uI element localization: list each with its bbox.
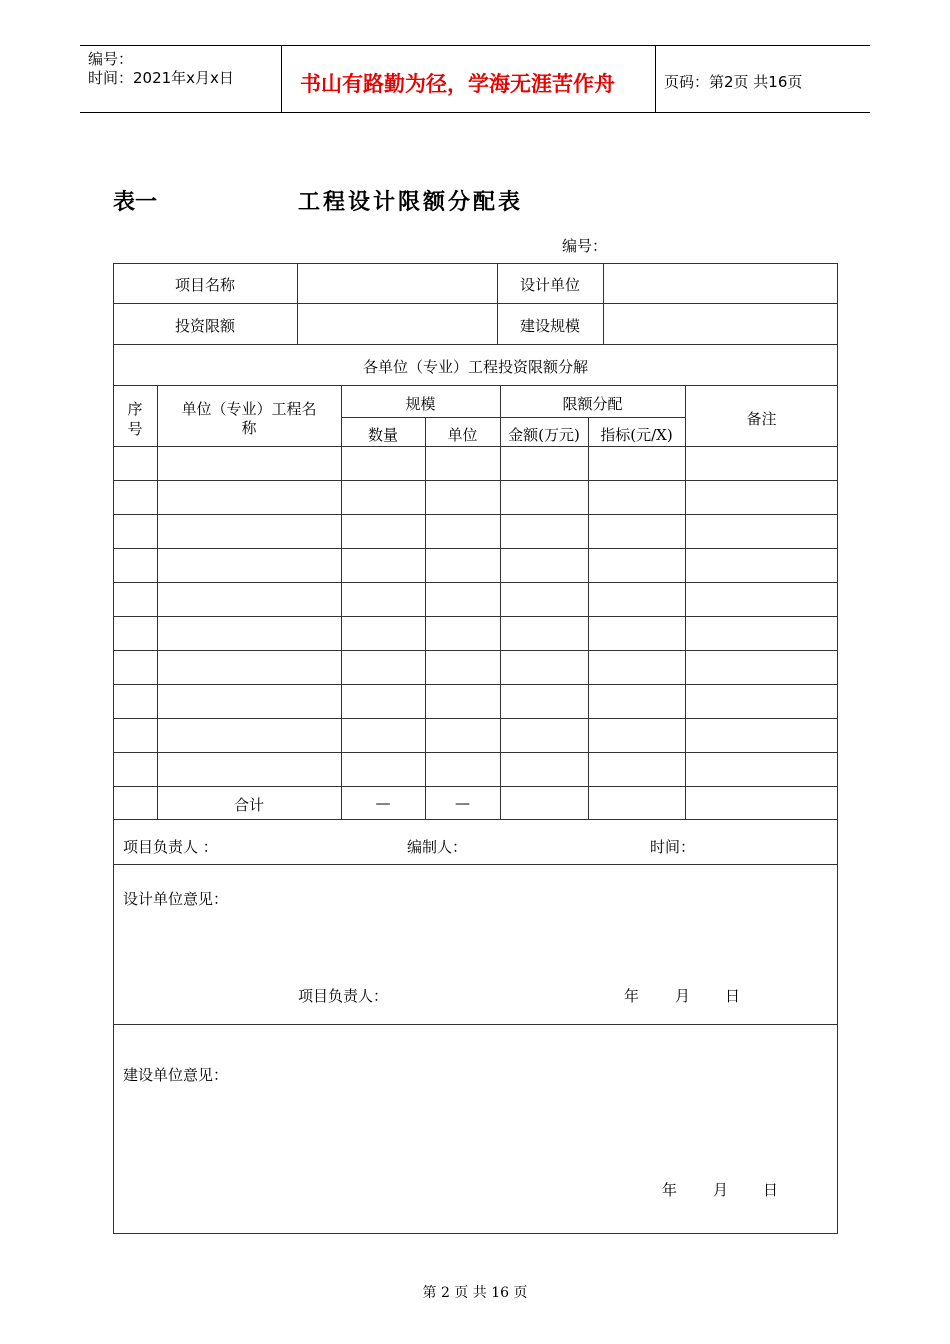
construction-scale-label: 建设规模 [519,317,580,335]
col-header-seq-2: 号 [127,420,143,438]
rule [588,417,589,819]
design-opinion-label: 设计单位意见： [123,890,229,908]
rule [113,718,838,719]
project-name-field[interactable] [298,264,496,302]
col-header-remark: 备注 [746,410,777,428]
col-header-index: 指标(元/X) [600,426,673,444]
rule [113,514,838,515]
rule [113,480,838,481]
signoff-time-label: 时间： [650,838,696,856]
rule [341,417,685,418]
col-header-name-1: 单位（专业）工程名 [181,400,317,418]
construction-scale-field[interactable] [604,304,837,343]
header-bottom-rule [80,112,870,113]
rule [341,385,342,819]
design-unit-field[interactable] [604,264,837,302]
header-page-label: 页码：第2页 共16页 [664,73,803,91]
design-opinion-month: 月 [675,987,691,1005]
total-quantity-dash: — [375,794,391,812]
header-time-label: 时间：2021年x月x日 [88,69,234,87]
col-header-quantity: 数量 [367,426,398,444]
header-divider-right [655,45,656,113]
breakdown-section-title: 各单位（专业）工程投资限额分解 [362,358,588,376]
col-header-allocation: 限额分配 [562,395,623,413]
col-header-seq-1: 序 [127,400,143,418]
col-header-scale: 规模 [405,395,436,413]
signoff-project-leader-label: 项目负责人 ： [123,838,218,856]
construction-opinion-month: 月 [713,1181,729,1199]
col-header-unit: 单位 [447,426,478,444]
investment-limit-field[interactable] [298,304,496,343]
rule [113,344,838,345]
rule [113,819,838,820]
rule [113,446,838,447]
rule [685,385,686,819]
rule [113,616,838,617]
design-opinion-year: 年 [624,987,640,1005]
rule [113,385,838,386]
header-divider-left [281,45,282,113]
col-header-name-2: 称 [241,419,257,437]
col-header-amount: 金额(万元) [508,426,580,444]
header-code-label: 编号： [88,50,134,68]
table-number: 表一 [113,189,158,215]
rule [113,548,838,549]
rule [113,684,838,685]
document-number-label: 编号： [562,237,608,255]
rule [500,385,501,819]
design-opinion-day: 日 [725,987,741,1005]
rule [113,752,838,753]
design-unit-label: 设计单位 [519,276,580,294]
total-label: 合计 [233,796,264,814]
rule [113,864,838,865]
header-motto: 书山有路勤为径，学海无涯苦作舟 [300,72,615,96]
document-title: 工程设计限额分配表 [298,189,524,215]
project-name-label: 项目名称 [174,276,235,294]
construction-opinion-day: 日 [763,1181,779,1199]
footer-page-number: 第 2 页 共 16 页 [422,1285,528,1301]
signoff-compiler-label: 编制人： [407,838,468,856]
rule [157,385,158,819]
design-opinion-leader-label: 项目负责人： [298,987,389,1005]
construction-opinion-year: 年 [662,1181,678,1199]
header-top-rule [80,45,870,46]
rule [113,1024,838,1025]
rule [425,417,426,819]
construction-opinion-label: 建设单位意见： [123,1066,229,1084]
total-unit-dash: — [455,794,470,812]
rule [113,582,838,583]
investment-limit-label: 投资限额 [174,317,235,335]
rule [113,650,838,651]
rule [113,786,838,787]
